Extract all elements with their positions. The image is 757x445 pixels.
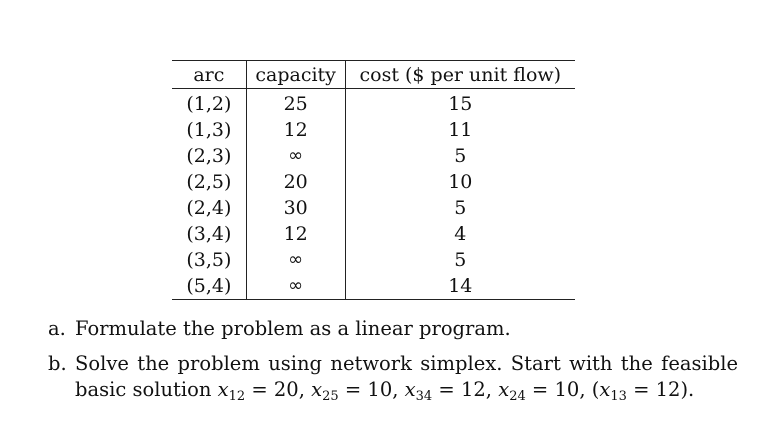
cell-capacity: ∞ <box>246 143 345 169</box>
table-row <box>172 89 575 118</box>
table-row <box>172 117 575 143</box>
question-b-body <box>75 351 738 410</box>
cell-cost: 11 <box>448 119 473 141</box>
solution-subscript: 13 <box>610 389 627 404</box>
solution-var: x <box>599 378 611 401</box>
header-capacity: capacity <box>246 61 345 89</box>
header-cost: cost ($ per unit flow) <box>345 61 575 89</box>
solution-subscript: 24 <box>509 389 526 404</box>
question-b-label: b. <box>48 352 67 375</box>
question-b <box>48 351 738 410</box>
cell-capacity: ∞ <box>246 273 345 300</box>
solution-subscript: 34 <box>415 389 433 404</box>
cell-cost: 5 <box>454 197 467 219</box>
table-row <box>172 143 575 169</box>
question-b-text: Solve the problem using network simplex. Start with the feasible basic solution <box>75 352 738 401</box>
cell-cost: 14 <box>448 275 473 297</box>
solution-value: 10 <box>554 378 580 401</box>
table-row <box>172 273 575 300</box>
cell-capacity: 30 <box>246 195 345 221</box>
solution-var: x <box>311 378 323 401</box>
solution-subscript: 12 <box>228 389 246 404</box>
cell-arc: (2,3) <box>186 145 232 167</box>
question-a-label: a. <box>48 317 66 340</box>
solution-value: 12 <box>655 378 681 401</box>
solution-var: x <box>217 378 229 401</box>
cell-cost: 15 <box>448 93 473 115</box>
cell-arc: (1,3) <box>186 119 232 141</box>
cell-cost: 5 <box>454 145 467 167</box>
cell-arc: (2,5) <box>186 171 232 193</box>
cell-arc: (1,2) <box>186 93 232 115</box>
question-a-text: Formulate the problem as a linear program. <box>75 317 511 340</box>
cell-capacity: 25 <box>246 89 345 118</box>
cell-arc: (3,4) <box>186 223 232 245</box>
cell-arc: (5,4) <box>186 275 232 297</box>
header-arc: arc <box>172 61 246 89</box>
cell-capacity: 20 <box>246 169 345 195</box>
solution-value: 20 <box>273 378 299 401</box>
table-row <box>172 169 575 195</box>
arc-table <box>172 60 575 300</box>
cell-capacity: 12 <box>246 117 345 143</box>
table-row <box>172 195 575 221</box>
cell-capacity: 12 <box>246 221 345 247</box>
basic-solution: $x_{12} = 20$, $x_{25} = 10$, $x_{34} = 12$, $x_{24} = 10$, $(x_{13} = 12)$. <box>217 378 695 404</box>
solution-value: 10 <box>367 378 393 401</box>
cell-cost: 4 <box>454 223 467 245</box>
solution-subscript: 25 <box>322 389 339 404</box>
solution-var: x <box>404 378 416 401</box>
question-a <box>48 316 738 342</box>
table-header-row <box>172 61 575 89</box>
cell-arc: (3,5) <box>186 249 232 271</box>
cell-cost: 5 <box>454 249 467 271</box>
cell-cost: 10 <box>448 171 473 193</box>
table-row <box>172 247 575 273</box>
solution-var: x <box>498 378 510 401</box>
cell-capacity: ∞ <box>246 247 345 273</box>
table-row <box>172 221 575 247</box>
cell-arc: (2,4) <box>186 197 232 219</box>
arc-table-container <box>172 60 575 300</box>
question-list <box>48 316 738 419</box>
solution-value: 12 <box>460 378 486 401</box>
